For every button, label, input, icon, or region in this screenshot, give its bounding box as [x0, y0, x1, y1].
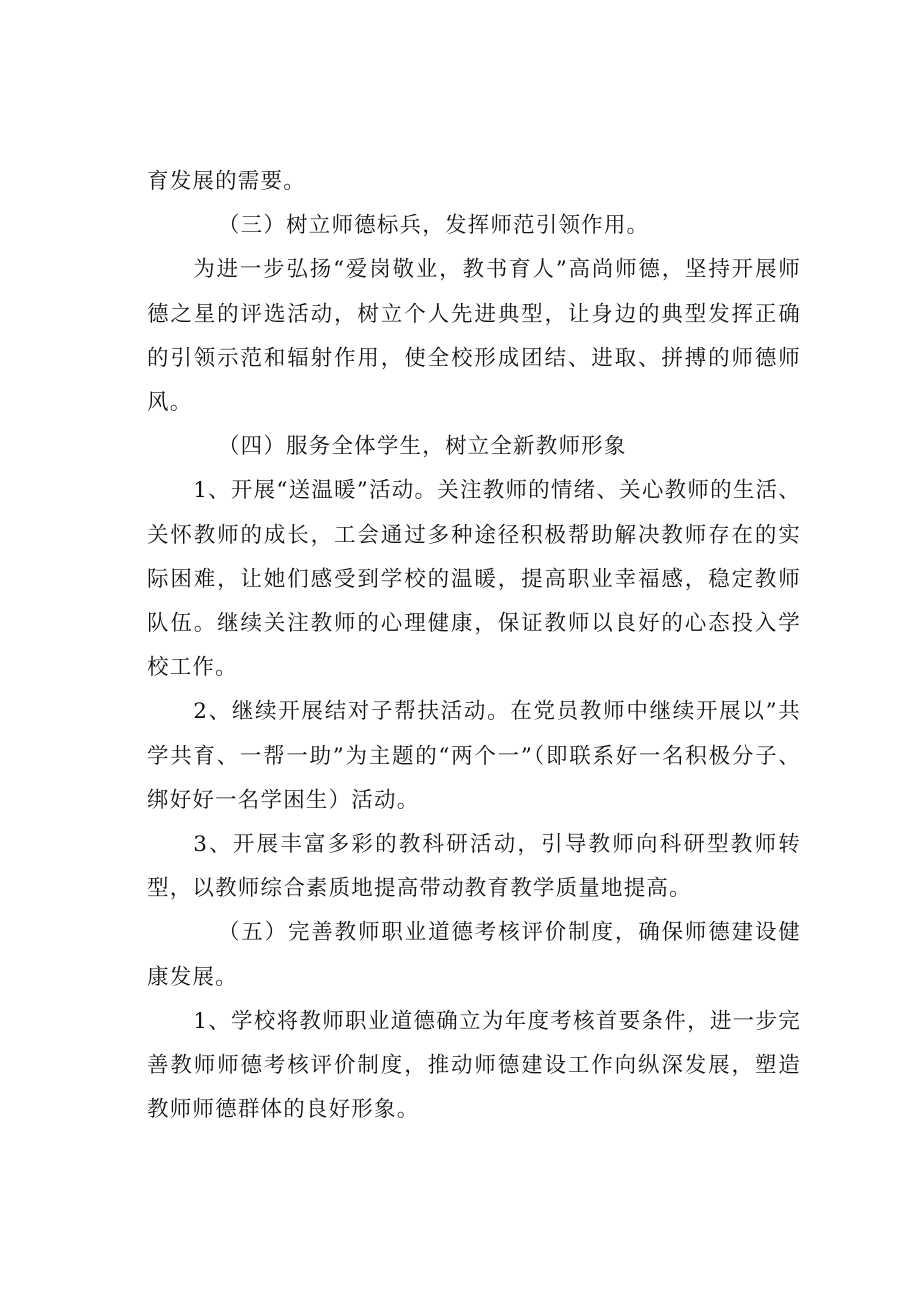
paragraph-warmth-activity: 1、开展“送温暖”活动。关注教师的情绪、关心教师的生活、关怀教师的成长，工会通过多种途径积极帮助解决教师存在的实际困难，让她们感受到学校的温暖，提高职业幸福感，稳定教师队伍。继续关注教师的心理健康，保证教师以良好的心态投入学校工作。 — [147, 478, 801, 681]
document-body — [147, 160, 801, 1132]
paragraph-pairing-assistance: 2、继续开展结对子帮扶活动。在党员教师中继续开展以”共学共育、一帮一助”为主题的“两个一”（即联系好一名积极分子、绑好好一名学困生）活动。 — [147, 699, 801, 813]
paragraph-continuation: 育发展的需要。 — [147, 169, 306, 194]
paragraph-research-activities: 3、开展丰富多彩的教科研活动，引导教师向科研型教师转型，以教师综合素质地提高带动教育教学质量地提高。 — [147, 832, 801, 902]
section-heading-3: （三）树立师德标兵，发挥师范引领作用。 — [217, 213, 650, 239]
paragraph-teacher-ethics-star: 为进一步弘扬“爱岗敬业，教书育人”高尚师德，坚持开展师德之星的评选活动，树立个人先进典型，让身边的典型发挥正确的引领示范和辐射作用，使全校形成团结、进取、拼搏的师德师风。 — [147, 257, 801, 416]
section-heading-5: （五）完善教师职业道德考核评价制度，确保师德建设健康发展。 — [147, 920, 801, 990]
paragraph-ethics-assessment: 1、学校将教师职业道德确立为年度考核首要条件，进一步完善教师师德考核评价制度，推动师德建设工作向纵深发展，塑造教师师德群体的良好形象。 — [147, 1008, 801, 1123]
section-heading-4: （四）服务全体学生，树立全新教师形象 — [217, 434, 627, 460]
